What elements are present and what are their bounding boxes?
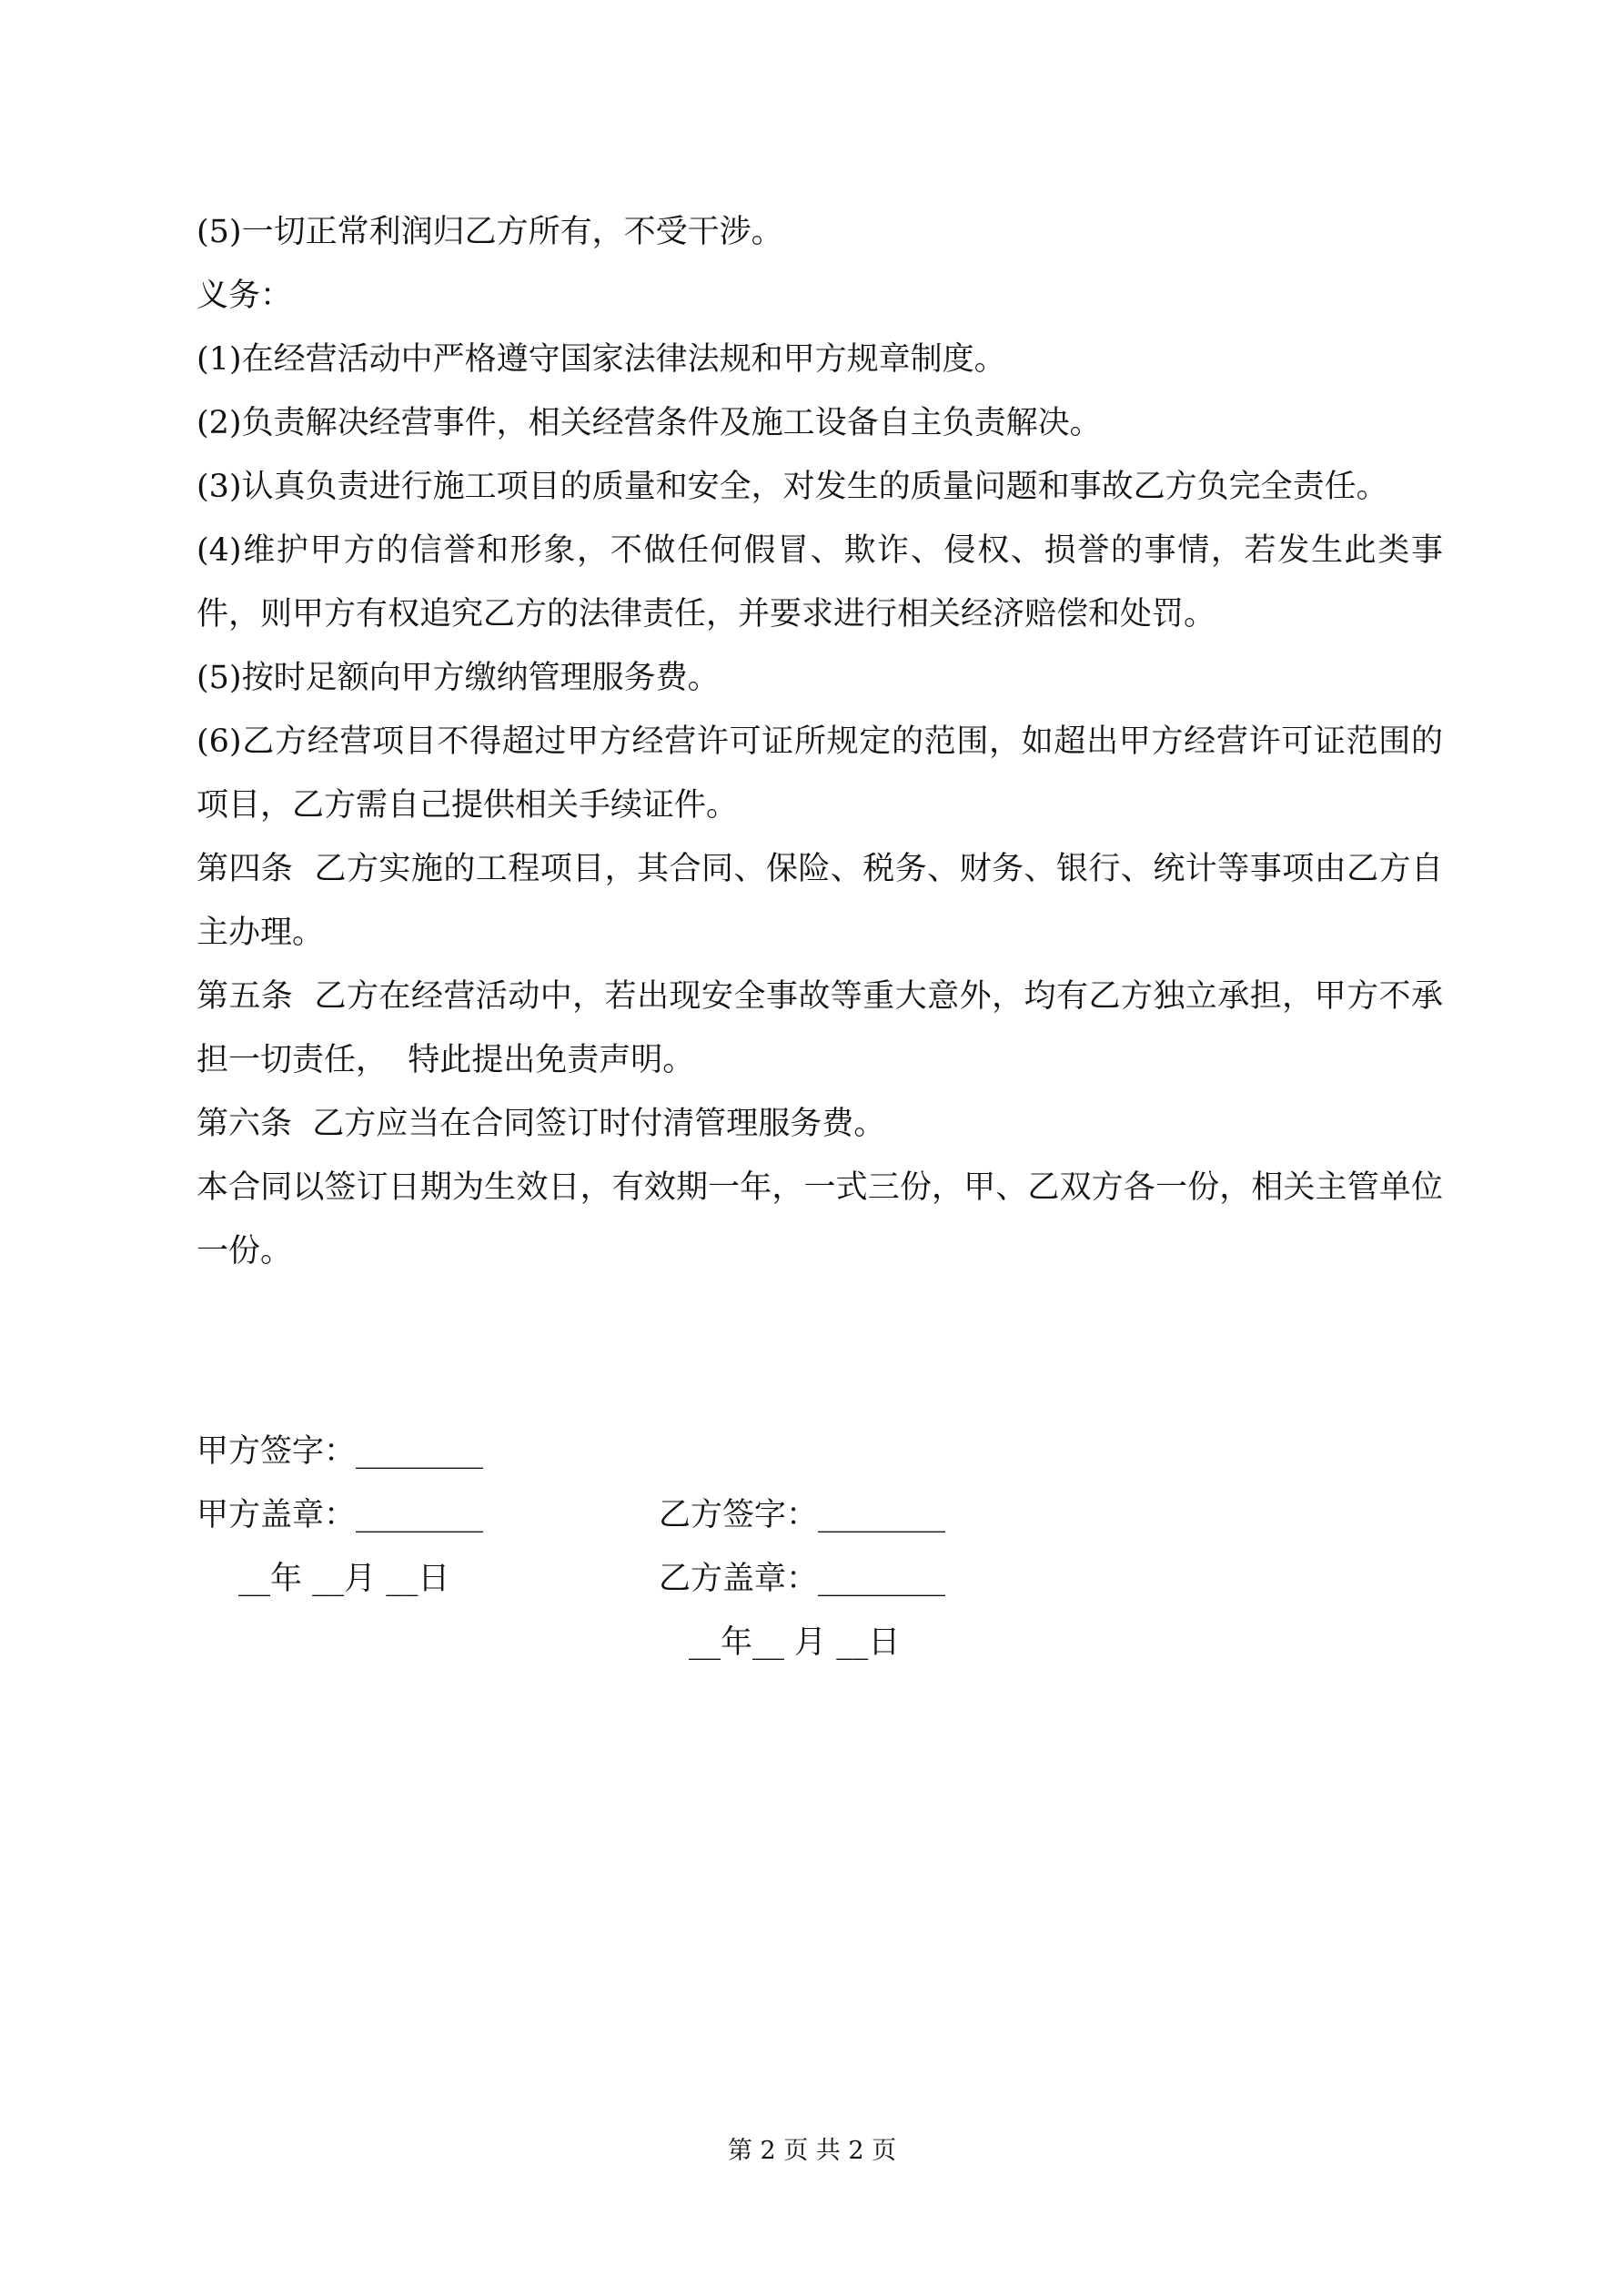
clause-right-5: (5)一切正常利润归乙方所有，不受干涉。: [197, 214, 783, 250]
article-4: 第四条 乙方实施的工程项目，其合同、保险、税务、财务、银行、统计等事项由乙方自主办理。: [197, 851, 1443, 951]
contract-body: [197, 200, 1443, 1283]
obligation-5: (5)按时足额向甲方缴纳管理服务费。: [197, 660, 720, 696]
obligation-3: (3)认真负责进行施工项目的质量和安全，对发生的质量问题和事故乙方负完全责任。: [197, 469, 1388, 505]
article-5: 第五条 乙方在经营活动中，若出现安全事故等重大意外，均有乙方独立承担，甲方不承担一切责任， 特此提出免责声明。: [197, 978, 1443, 1078]
signature-block: [197, 1356, 1443, 1661]
party-b-signature-field[interactable]: 乙方签字：________: [659, 1497, 946, 1533]
obligation-6: (6)乙方经营项目不得超过甲方经营许可证所规定的范围，如超出甲方经营许可证范围的项目，乙方需自己提供相关手续证件。: [197, 723, 1443, 824]
article-6: 第六条 乙方应当在合同签订时付清管理服务费。: [197, 1106, 886, 1142]
obligations-heading: 义务：: [197, 278, 293, 314]
page-number-footer: 第 2 页 共 2 页: [727, 2137, 897, 2165]
party-b-date-field[interactable]: __年__ 月 __日: [689, 1624, 901, 1661]
party-a-signature-field[interactable]: 甲方签字：________: [197, 1433, 484, 1470]
obligation-2: (2)负责解决经营事件，相关经营条件及施工设备自主负责解决。: [197, 405, 1102, 441]
effective-clause: 本合同以签订日期为生效日，有效期一年，一式三份，甲、乙双方各一份，相关主管单位一份。: [197, 1169, 1443, 1269]
obligation-4: (4)维护甲方的信誉和形象，不做任何假冒、欺诈、侵权、损誉的事情，若发生此类事件，则甲方有权追究乙方的法律责任，并要求进行相关经济赔偿和处罚。: [197, 532, 1443, 632]
party-b-seal-field[interactable]: 乙方盖章：________: [659, 1561, 946, 1597]
obligation-1: (1)在经营活动中严格遵守国家法律法规和甲方规章制度。: [197, 341, 1006, 378]
party-a-seal-field[interactable]: 甲方盖章：________: [197, 1497, 484, 1533]
party-a-date-field[interactable]: __年 __月 __日: [238, 1561, 450, 1597]
